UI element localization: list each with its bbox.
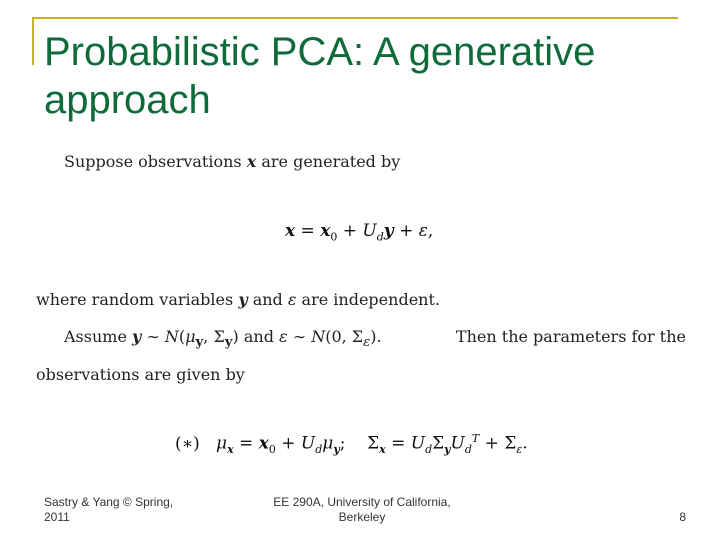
equation-generative-model: $x = x_0 + U_dy + \varepsilon$,: [285, 221, 434, 244]
page-number: 8: [679, 510, 686, 524]
text-line-observations: observations are given by: [36, 365, 245, 384]
equation-star-label: (∗): [175, 434, 200, 454]
title-frame-left-rule: [32, 17, 34, 65]
text-line-assume: Assume y ∼ $N(\mu_y$, $\Sigma_y$) and ε ∼ N(0, $\Sigma_\varepsilon$). Then the parameters for the: [64, 327, 686, 351]
equation-parameters: $\mu_x = x_0 + U_d\mu_y$; $\Sigma_x = U_d\Sigma_yU_d^T + \Sigma_\varepsilon$.: [216, 432, 528, 457]
text-line-suppose: Suppose observations x are generated by: [64, 152, 401, 171]
title-frame-top-rule: [32, 17, 678, 19]
footer-center-course: EE 290A, University of California, Berkeley: [273, 495, 451, 524]
text-line-independent: where random variables y and ε are independent.: [36, 290, 440, 309]
footer-left-credit: Sastry & Yang © Spring, 2011: [44, 495, 174, 524]
slide-title: Probabilistic PCA: A generative approach: [44, 30, 596, 122]
